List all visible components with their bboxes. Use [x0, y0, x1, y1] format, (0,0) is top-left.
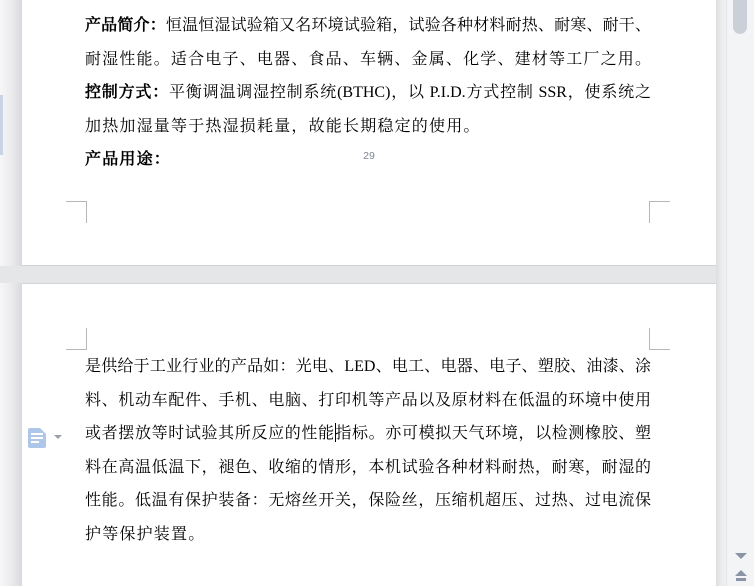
scroll-down-button[interactable] — [727, 548, 754, 564]
paragraph-text: 是供给于工业行业的产品如：光电、LED、电工、电器、电子、塑胶、油漆、涂 — [85, 358, 651, 375]
text-line[interactable] — [85, 451, 651, 485]
paragraph-text: 耐湿性能。适合电子、电器、食品、车辆、金属、化学、建材等工厂之用。 — [85, 50, 651, 68]
paragraph-label: 产品用途： — [85, 151, 172, 169]
text-line[interactable] — [85, 484, 651, 518]
text-line[interactable] — [85, 384, 651, 418]
paragraph-text: 性能。低温有保护装备：无熔丝开关，保险丝，压缩机超压、过热、过电流保 — [85, 492, 651, 510]
text-line[interactable] — [85, 76, 651, 110]
margin-mark-bottom-right — [649, 201, 670, 223]
paragraph-text: 平衡调温调湿控制系统(BTHC)，以 P.I.D.方式控制 SSR，使系统之 — [169, 84, 651, 102]
page-gap — [0, 266, 754, 283]
paste-options-button[interactable] — [28, 428, 62, 448]
vertical-scrollbar[interactable] — [726, 0, 754, 586]
page-1 — [22, 0, 716, 266]
previous-page-icon — [735, 570, 747, 576]
paragraph-text: 护等保护装置。 — [85, 525, 206, 543]
text-line[interactable] — [85, 9, 651, 43]
text-line[interactable] — [85, 350, 651, 384]
paragraph-text: 恒温恒湿试验箱又名环境试验箱，试验各种材料耐热、耐寒、耐干、 — [165, 17, 651, 34]
text-line[interactable] — [85, 417, 651, 451]
margin-mark-top-left — [66, 328, 87, 350]
text-line[interactable] — [85, 43, 651, 77]
previous-page-button[interactable] — [727, 568, 754, 584]
paragraph-text: 加热加湿量等于热湿损耗量，故能长期稳定的使用。 — [85, 117, 481, 135]
left-gutter — [0, 0, 22, 586]
margin-mark-top-right — [649, 328, 670, 350]
paste-options-icon — [28, 428, 46, 448]
chevron-down-icon[interactable] — [54, 435, 62, 439]
scroll-down-arrow-icon — [735, 553, 747, 559]
page2-text[interactable] — [85, 350, 651, 552]
paragraph-text: 料在高温低温下，褪色、收缩的情形，本机试验各种材料耐热，耐寒，耐湿的 — [85, 458, 651, 476]
text-line[interactable] — [85, 518, 651, 552]
paragraph-label: 控制方式： — [85, 84, 170, 102]
left-edge-highlight — [0, 95, 3, 155]
scrollbar-thumb[interactable] — [733, 0, 747, 34]
right-gutter — [716, 0, 726, 586]
paragraph-text: 指标。亦可模拟天气环境，以检测橡胶、塑 — [334, 425, 651, 443]
text-line[interactable] — [85, 110, 651, 144]
margin-mark-bottom-left — [66, 201, 87, 223]
paragraph-label: 产品简介： — [85, 17, 166, 34]
page-2 — [22, 283, 716, 586]
paragraph-text: 或者摆放等时试验其所反应的性能 — [85, 425, 335, 443]
page-number: 29 — [363, 150, 375, 162]
paragraph-text: 料、机动车配件、手机、电脑、打印机等产品以及原材料在低温的环境中使用 — [85, 391, 651, 409]
